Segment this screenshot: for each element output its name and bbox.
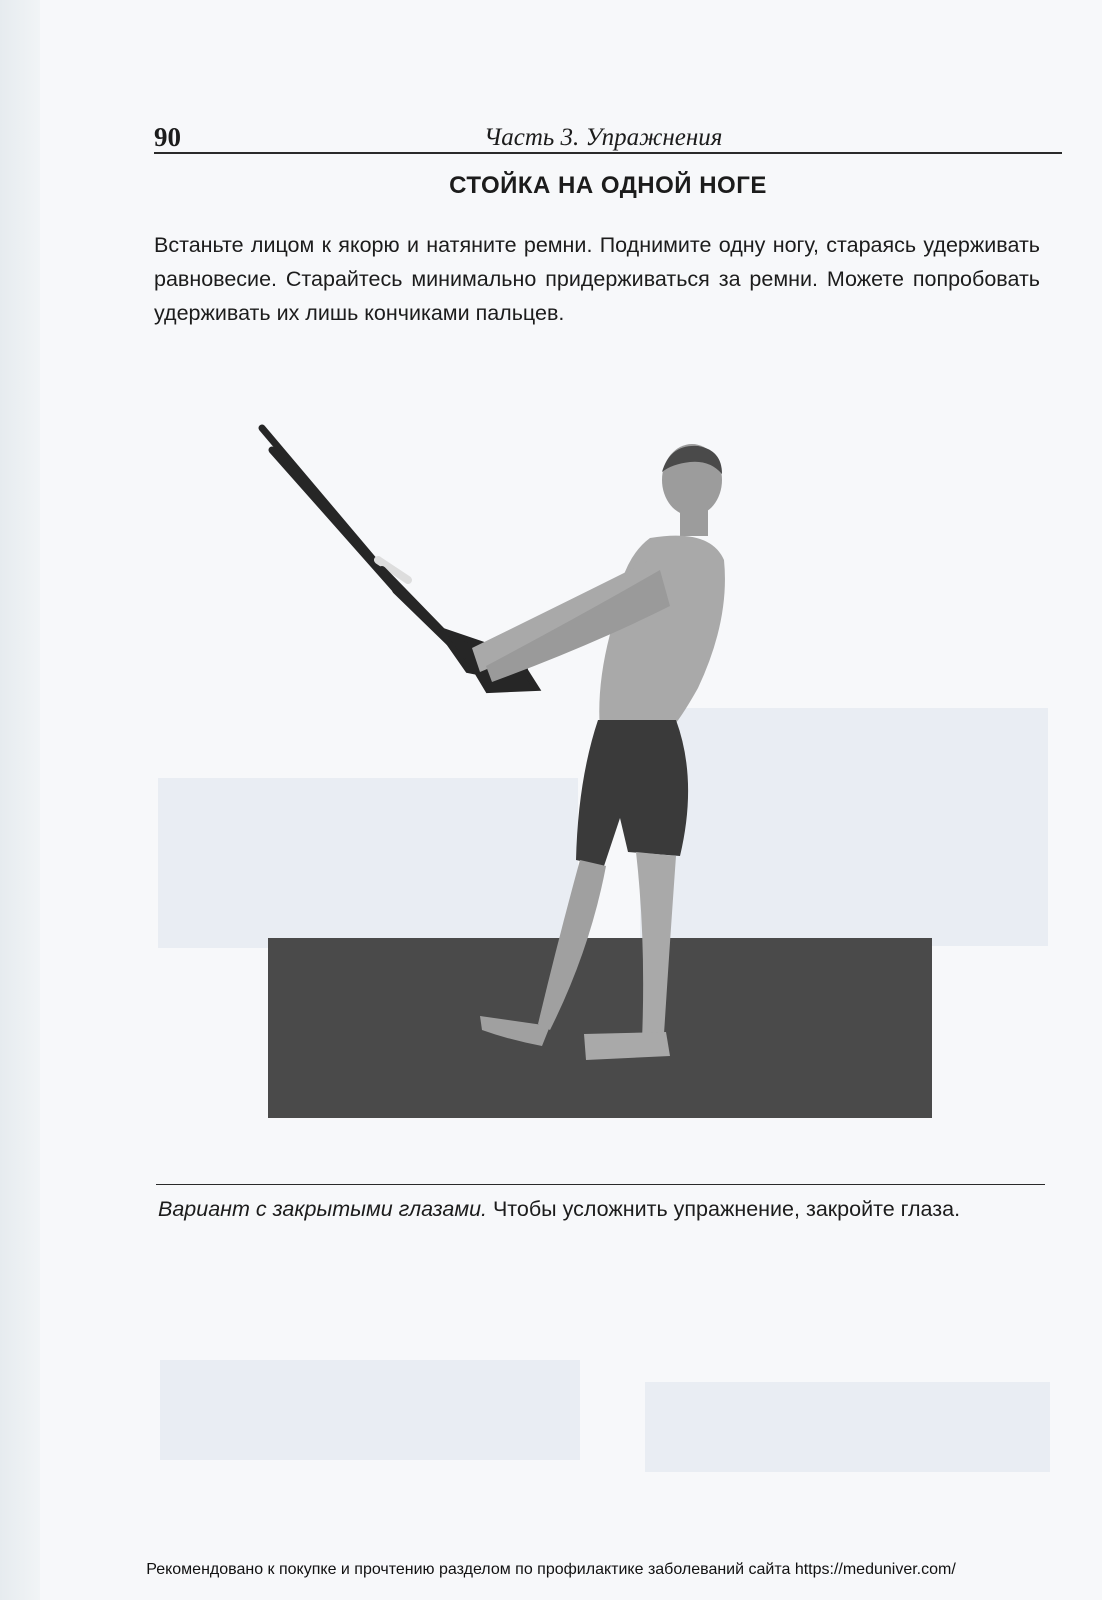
footer-recommendation: Рекомендовано к покупке и прочтению разделом по профилактике заболеваний сайта https://meduniver.com/ — [146, 1561, 956, 1578]
floor-mat — [268, 938, 932, 1118]
shorts — [576, 720, 688, 866]
exercise-photo — [150, 420, 950, 1140]
divider-line — [156, 1184, 1045, 1185]
section-title: СТОЙКА НА ОДНОЙ НОГЕ — [449, 172, 767, 199]
foot-standing — [584, 1032, 670, 1060]
bleed-through-photo-bottom-right — [645, 1382, 1050, 1472]
page-number: 90 — [154, 122, 181, 152]
torso — [599, 536, 725, 730]
variant-text: Чтобы усложнить упражнение, закройте глаза. — [487, 1197, 961, 1221]
bleed-through-photo-bottom-left — [160, 1360, 580, 1460]
variant-paragraph — [158, 1192, 1044, 1226]
page-edge-shadow — [0, 0, 40, 1600]
exercise-description: Встаньте лицом к якорю и натяните ремни. Поднимите одну ногу, стараясь удерживать равновесие. Старайтесь минимально придерживаться за ремни. Можете попробовать удерживать их лишь кончиками пальцев. — [154, 233, 1040, 325]
neck — [680, 510, 708, 536]
variant-name: Вариант с закрытыми глазами. — [158, 1197, 487, 1221]
running-title: Часть 3. Упражнения — [484, 124, 723, 151]
page-header — [154, 118, 1062, 154]
